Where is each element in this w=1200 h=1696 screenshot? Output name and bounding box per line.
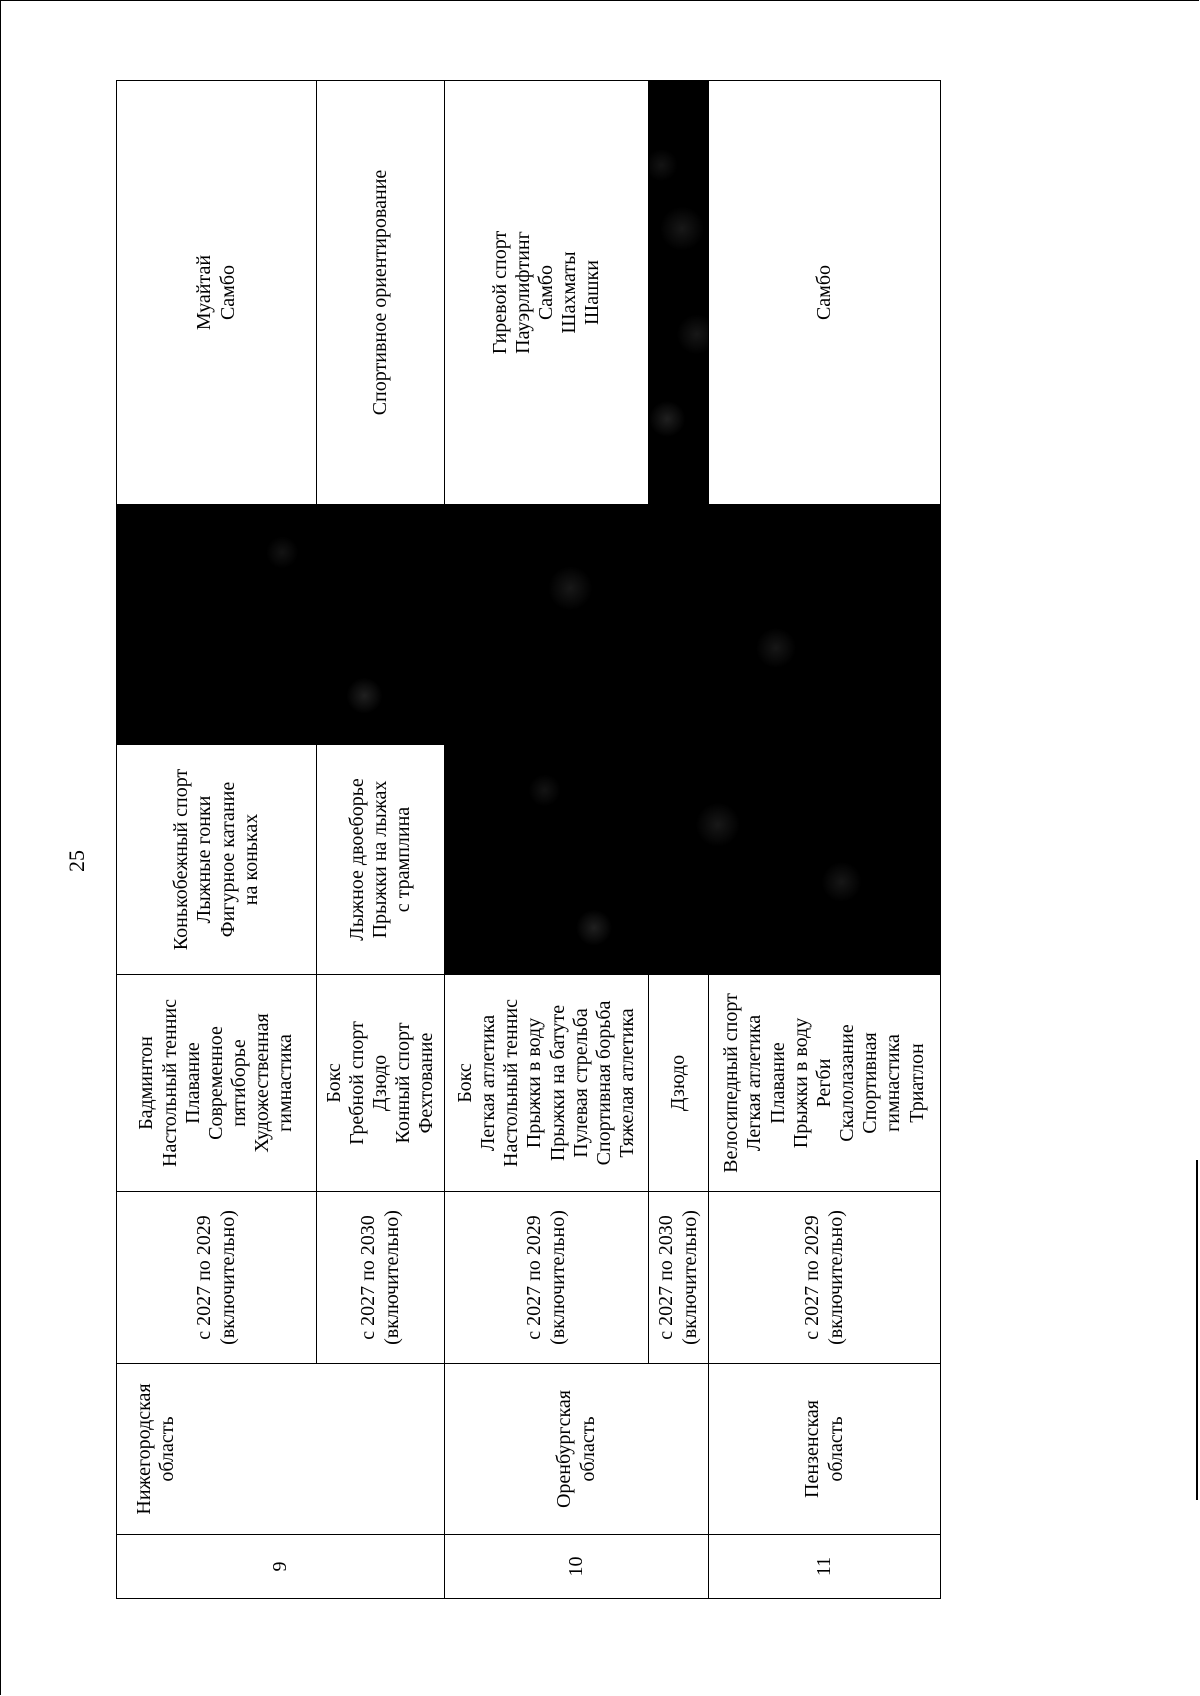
winter-sports-cell: [317, 745, 445, 975]
sport-item: Бокс: [453, 1063, 476, 1103]
sport-item: Скалолазание: [836, 1024, 859, 1142]
sport-item: Спортивное ориентирование: [368, 169, 391, 416]
sport-item: Прыжки на батуте: [546, 1004, 569, 1162]
period-line: с 2027 по 2029: [523, 1215, 546, 1340]
period-line: (включительно): [678, 1210, 701, 1345]
sport-item: гимнастика: [274, 1034, 297, 1132]
sport-item: Гребной спорт: [345, 1021, 368, 1145]
period-line: с 2027 по 2030: [357, 1215, 380, 1340]
sport-item: Пауэрлифтинг: [511, 231, 534, 354]
summer-sports-cell: [649, 975, 709, 1192]
region-cell: [117, 1364, 445, 1535]
sport-item: Лыжное двоеборье: [345, 778, 368, 941]
sport-item: Спортивная: [859, 1032, 882, 1134]
sport-item: Бокс: [322, 1063, 345, 1103]
sport-item: Гиревой спорт: [488, 230, 511, 355]
row-number-cell: 10: [445, 1535, 709, 1599]
sport-item: Дзюдо: [368, 1054, 391, 1112]
sport-item: Легкая атлетика: [743, 1014, 766, 1152]
other-sports-cell: [709, 81, 941, 505]
period-line: (включительно): [216, 1210, 239, 1345]
sport-item: на коньках: [239, 813, 262, 906]
regions-table: [116, 80, 941, 1599]
sport-item: Плавание: [766, 1042, 789, 1124]
period-cell: [445, 1192, 649, 1364]
period-line: с 2027 по 2029: [193, 1215, 216, 1340]
sport-item: Пулевая стрельба: [569, 1008, 592, 1158]
redacted-block: [117, 505, 941, 745]
redacted-block: [649, 81, 709, 505]
period-cell: [709, 1192, 941, 1364]
winter-sports-cell: [117, 745, 317, 975]
region-name: Пензенская область: [801, 1400, 847, 1498]
summer-sports-cell: [117, 975, 317, 1192]
sport-item: Самбо: [216, 264, 239, 321]
sport-item: Муайтай: [193, 254, 216, 331]
sport-item: Плавание: [181, 1042, 204, 1124]
region-cell: [445, 1364, 709, 1535]
row-number-cell: 11: [709, 1535, 941, 1599]
redacted-block: [445, 745, 941, 975]
period-line: (включительно): [546, 1210, 569, 1345]
sport-item: с трамплина: [392, 806, 415, 913]
period-line: с 2027 по 2030: [655, 1215, 678, 1340]
other-sports-cell: [445, 81, 649, 505]
sport-item: Настольный теннис: [500, 999, 523, 1167]
sport-item: Шахматы: [558, 251, 581, 334]
sport-item: Спортивная борьба: [592, 1000, 615, 1166]
sport-item: Шашки: [581, 260, 604, 325]
sport-item: Современное: [204, 1026, 227, 1140]
sport-item: Регби: [812, 1058, 835, 1108]
period-cell: [649, 1192, 709, 1364]
other-sports-cell: [317, 81, 445, 505]
period-line: (включительно): [380, 1210, 403, 1345]
sport-item: Настольный теннис: [158, 999, 181, 1167]
regions-table-rotated: [116, 81, 940, 1599]
scan-mark-right: [1196, 1160, 1198, 1500]
sport-item: Самбо: [534, 264, 557, 321]
sport-item: Прыжки в воду: [789, 1017, 812, 1149]
page-number: 25: [64, 850, 89, 872]
sport-item: Бадминтон: [135, 1036, 158, 1130]
period-cell: [117, 1192, 317, 1364]
table-row: [117, 81, 317, 1599]
period-cell: [317, 1192, 445, 1364]
sport-item: Лыжные гонки: [193, 795, 216, 924]
sport-item: пятиборье: [228, 1039, 251, 1127]
sport-item: Конный спорт: [392, 1022, 415, 1144]
region-name: Оренбургская область: [553, 1390, 599, 1509]
summer-sports-cell: [709, 975, 941, 1192]
sport-item: Конькобежный спорт: [170, 768, 193, 951]
row-number-cell: 9: [117, 1535, 445, 1599]
sport-item: Фехтование: [415, 1032, 438, 1134]
sport-item: Прыжки в воду: [523, 1017, 546, 1149]
period-line: (включительно): [824, 1210, 847, 1345]
period-line: с 2027 по 2029: [801, 1215, 824, 1340]
sport-item: Фигурное катание: [216, 781, 239, 938]
table-row: [445, 81, 649, 1599]
sport-item: Легкая атлетика: [476, 1014, 499, 1152]
other-sports-cell: [117, 81, 317, 505]
sport-item: Дзюдо: [666, 1054, 689, 1112]
summer-sports-cell: [445, 975, 649, 1192]
sport-item: Велосипедный спорт: [720, 993, 743, 1173]
sport-item: Самбо: [812, 264, 835, 321]
sport-item: Тяжелая атлетика: [616, 1008, 639, 1158]
summer-sports-cell: [317, 975, 445, 1192]
region-cell: [709, 1364, 941, 1535]
sport-item: Прыжки на лыжах: [368, 780, 391, 939]
sport-item: Триатлон: [905, 1043, 928, 1123]
sport-item: Художественная: [251, 1013, 274, 1153]
sport-item: гимнастика: [882, 1034, 905, 1132]
region-name: Нижегородская область: [133, 1383, 179, 1515]
